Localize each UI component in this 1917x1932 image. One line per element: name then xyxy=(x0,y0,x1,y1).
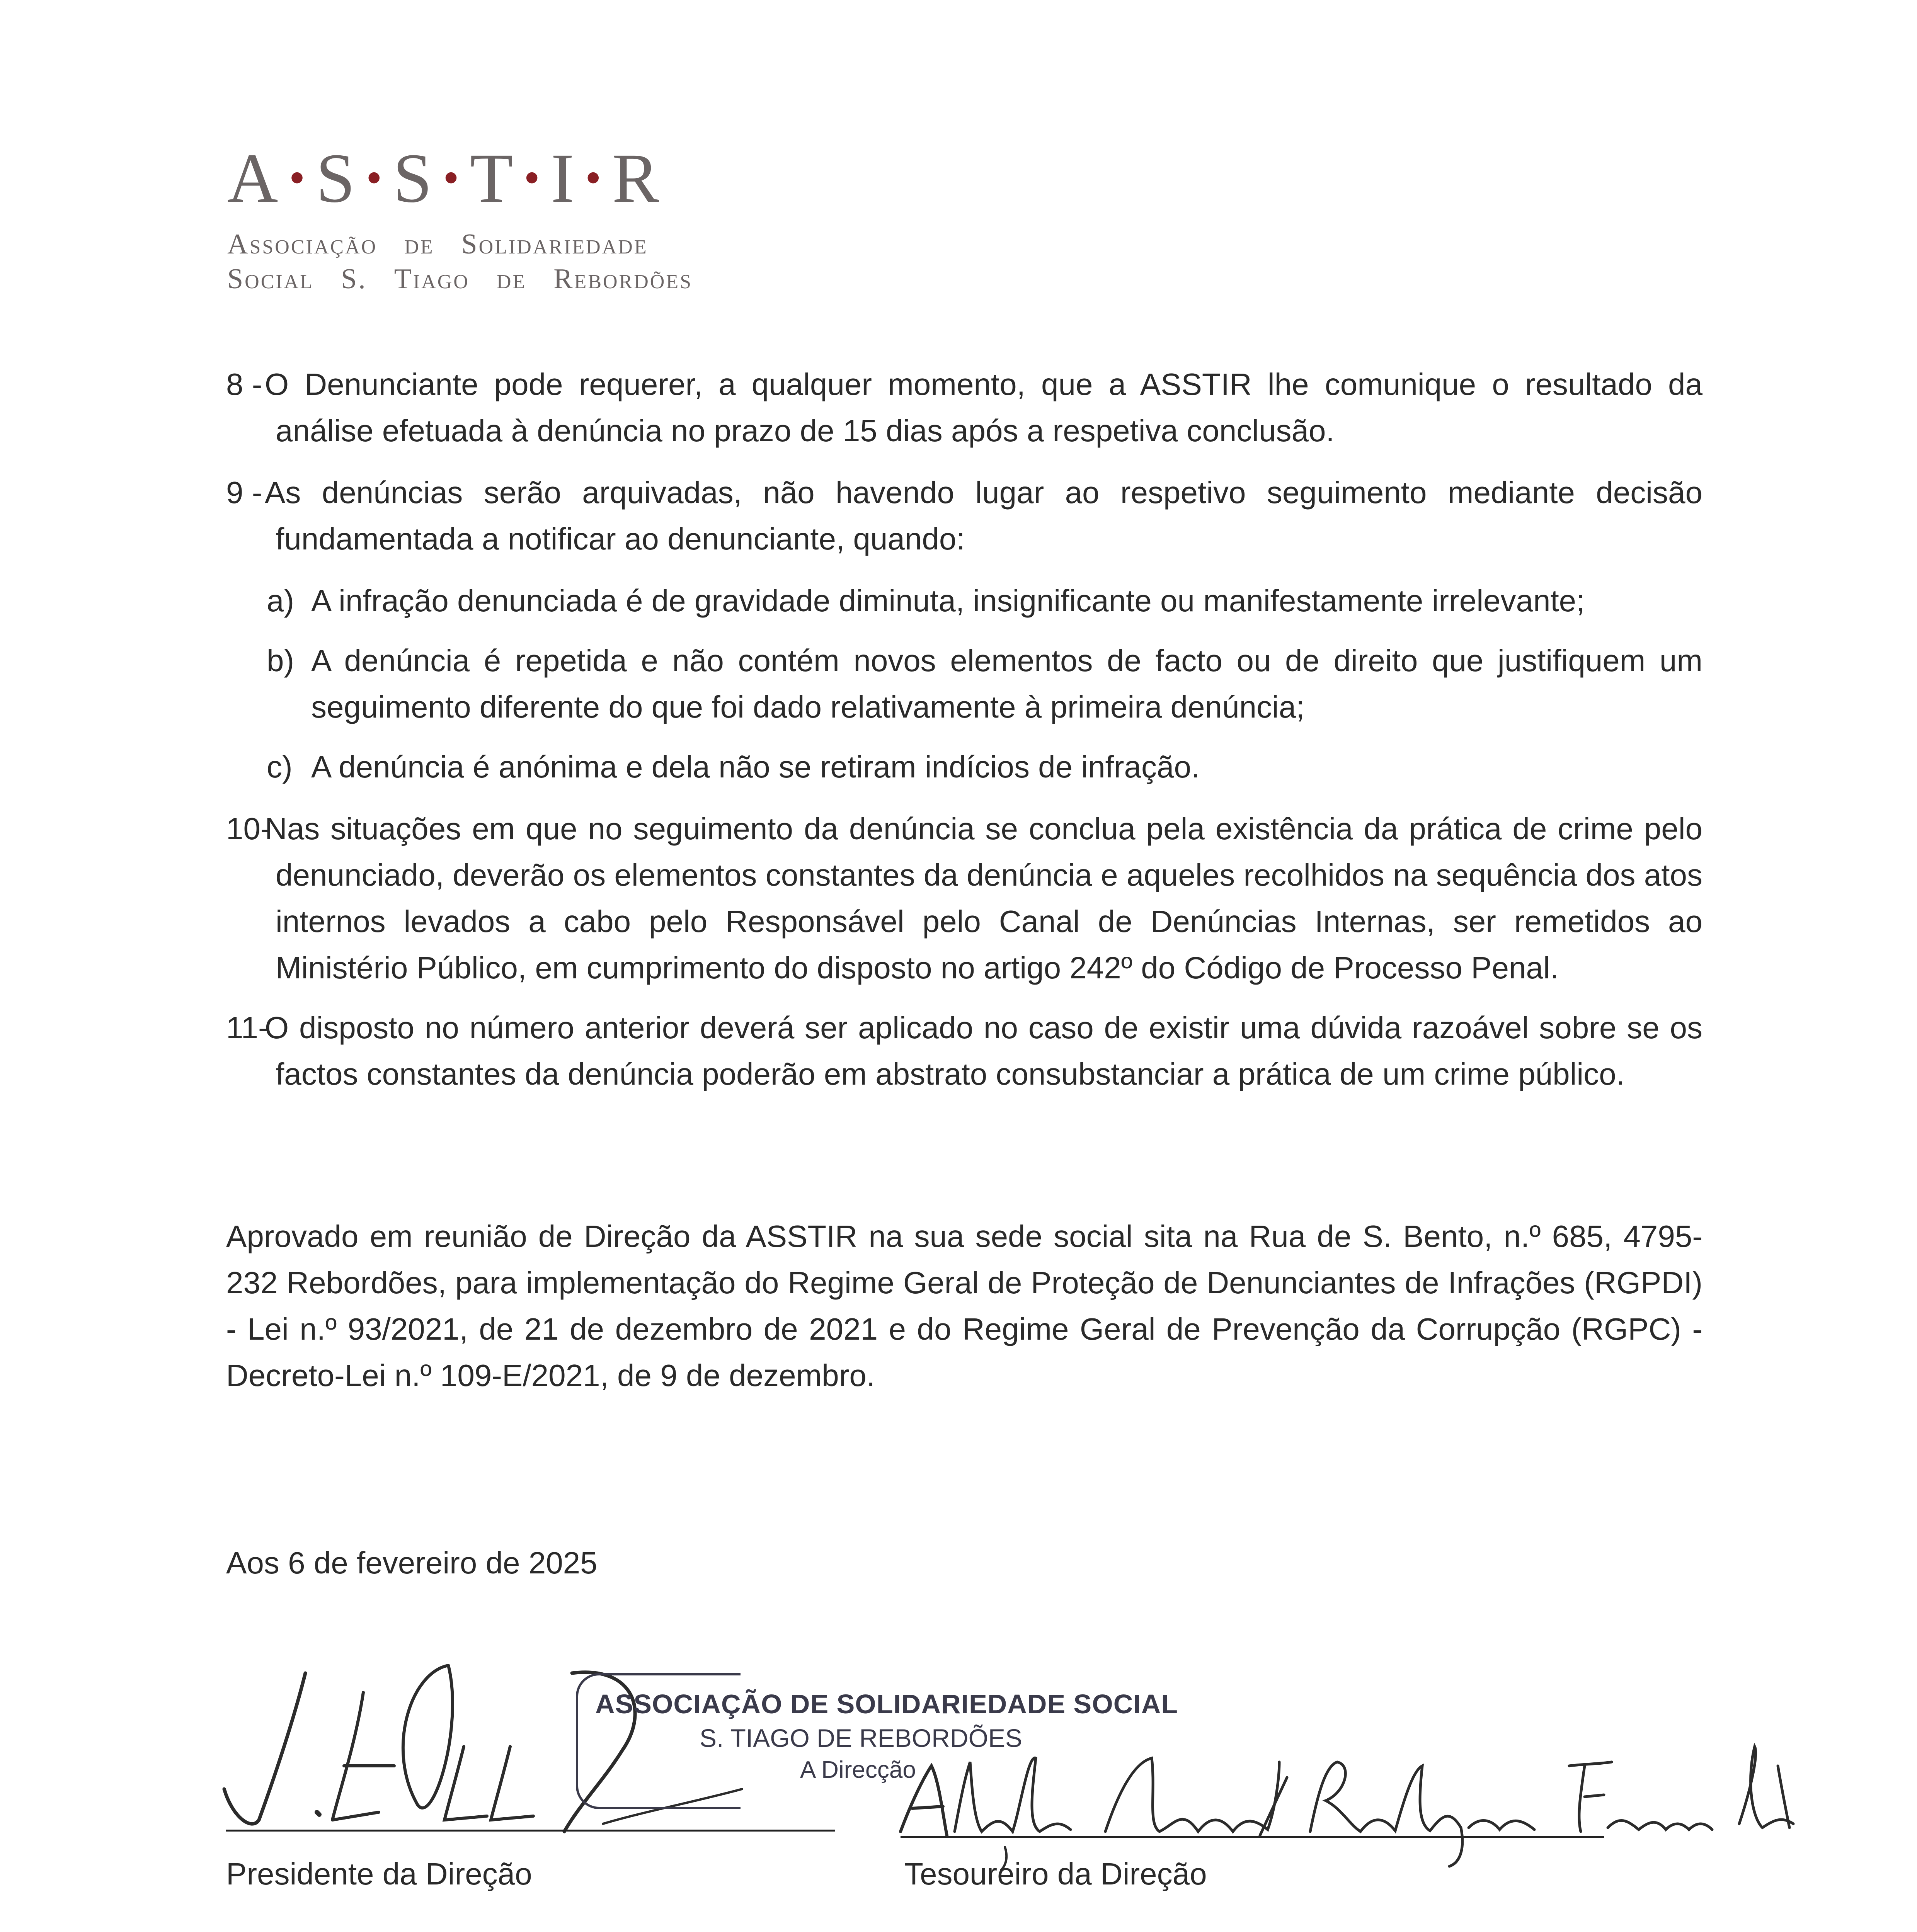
clause-8: 8 - O Denunciante pode requerer, a qualquer momento, que a ASSTIR lhe comunique o resultado da análise efetuada à denúncia no prazo de 15 dias após a respetiva conclusão. xyxy=(226,367,1702,448)
approval-paragraph: Aprovado em reunião de Direção da ASSTIR na sua sede social sita na Rua de S. Bento, n.º 685, 4795-232 Rebordões, para implementação do Regime Geral de Proteção de Denunciantes de Infrações (RGPDI) - Lei n.º 93/2021, de 21 de dezembro de 2021 e do Regime Geral de Prevenção da Corrupção (RGPC) - Decreto-Lei n.º 109-E/2021, de 9 de dezembro. xyxy=(226,1219,1702,1393)
subclause-b: b) A denúncia é repetida e não contém novos elementos de facto ou de direito que justifiquem um seguimento diferente do que foi dado relativamente à primeira denúncia; xyxy=(267,643,1702,724)
president-signature-line xyxy=(226,1830,835,1832)
subclause-c: c) A denúncia é anónima e dela não se retiram indícios de infração. xyxy=(267,750,1200,784)
logo-dot: • xyxy=(524,152,543,203)
letterhead xyxy=(227,139,720,298)
subclause-a: a) A infração denunciada é de gravidade diminuta, insignificante ou manifestamente irrelevante; xyxy=(267,583,1585,618)
logo-dot: • xyxy=(289,152,308,203)
organization-name-line1: Associação de Solidariedade xyxy=(227,228,648,260)
logo-dot: • xyxy=(366,152,385,203)
treasurer-caption: Tesoureiro da Direção xyxy=(904,1857,1207,1891)
president-caption: Presidente da Direção xyxy=(226,1857,532,1891)
logo-dot: • xyxy=(443,152,461,203)
clause-10: 10- Nas situações em que no seguimento da denúncia se conclua pela existência da prática de crime pelo denunciado, deverão os elementos constantes da denúncia e aqueles recolhidos na sequência dos atos internos levados a cabo pelo Responsável pelo Canal de Denúncias Internas, ser remetidos ao Ministério Público, em cumprimento do disposto no artigo 242º do Código de Processo Penal. xyxy=(226,811,1702,985)
association-stamp: ASSOCIAÇÃO DE SOLIDARIEDADE SOCIAL S. TIAGO DE REBORDÕES A Direcção xyxy=(576,1673,1156,1801)
clause-11: 11- O disposto no número anterior deverá ser aplicado no caso de existir uma dúvida razoável sobre se os factos constantes da denúncia poderão em abstrato consubstanciar a prática de um crime público. xyxy=(226,1010,1702,1091)
document-date: Aos 6 de fevereiro de 2025 xyxy=(226,1546,598,1580)
organization-name-line2: Social S. Tiago de Rebordões xyxy=(227,263,693,295)
logo-dot: • xyxy=(585,152,604,203)
clause-9: 9 - As denúncias serão arquivadas, não havendo lugar ao respetivo seguimento mediante decisão fundamentada a notificar ao denunciante, quando: xyxy=(226,475,1702,556)
treasurer-signature xyxy=(889,1731,1817,1870)
asstir-logo: A • S • S • T • I • R xyxy=(227,139,662,217)
